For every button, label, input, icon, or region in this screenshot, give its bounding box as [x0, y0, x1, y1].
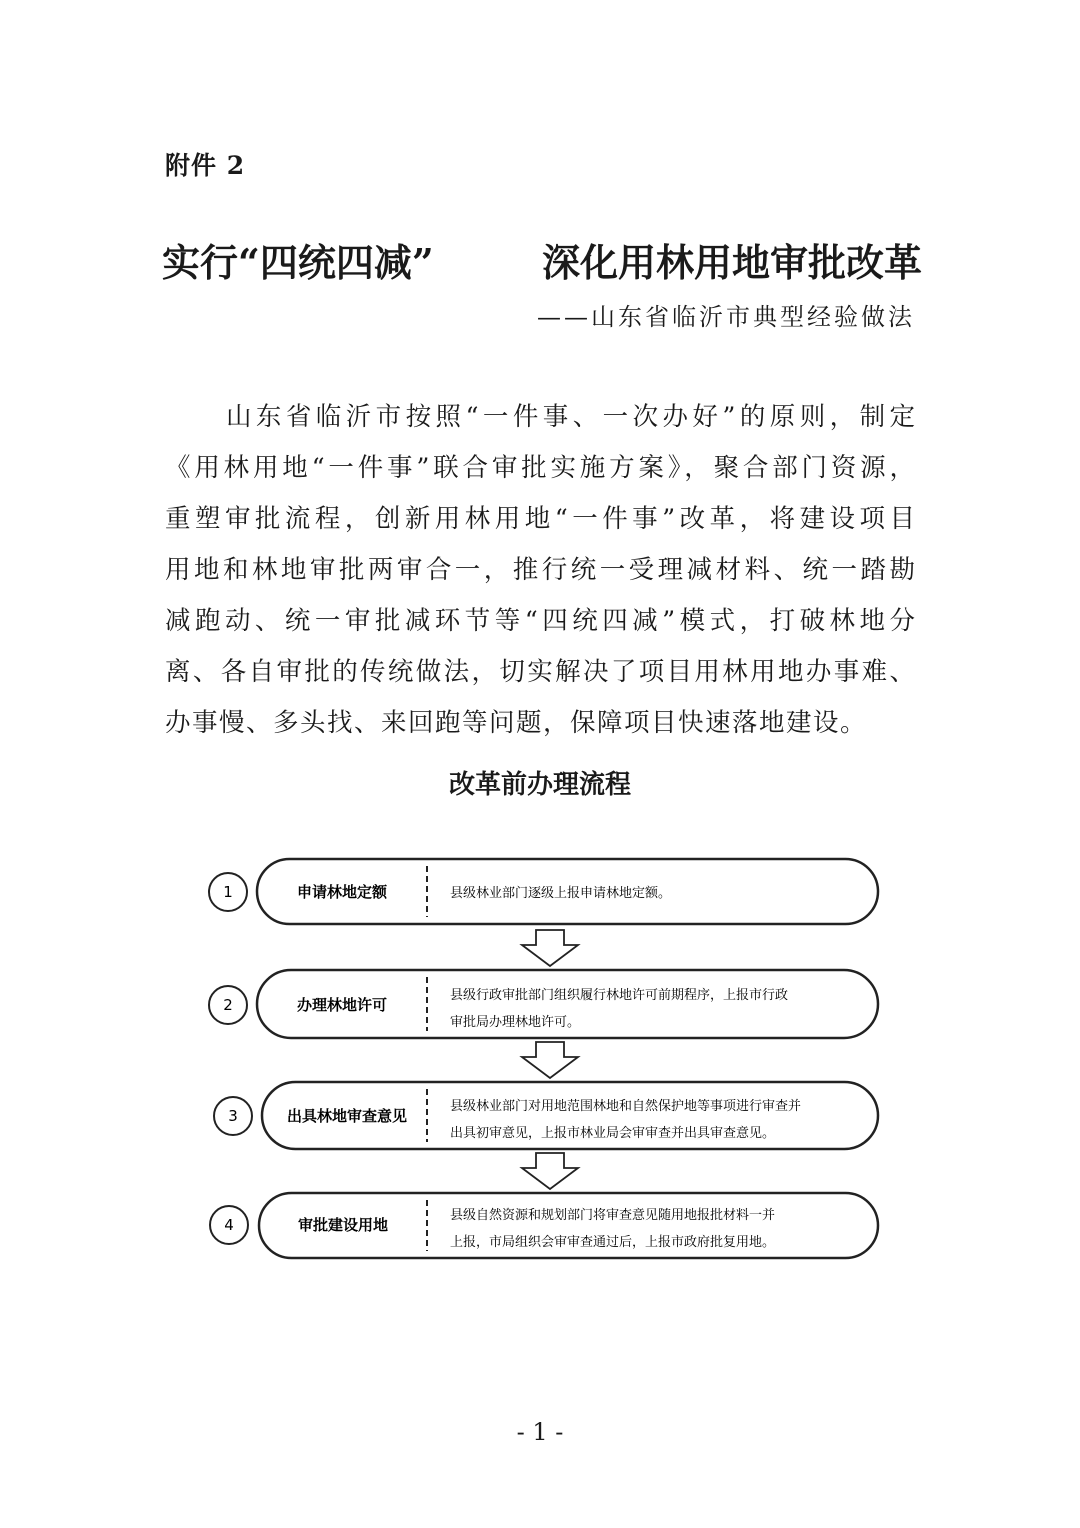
step-number: 1 — [223, 883, 233, 901]
step-label: 申请林地定额 — [296, 883, 388, 901]
step-description-line-2: 审批局办理林地许可。 — [450, 1015, 581, 1030]
body-line: 减跑动、统一审批减环节等“四统四减”模式，打破林地分 — [165, 606, 915, 636]
flow-step-4 — [210, 1193, 878, 1258]
down-arrow-icon — [522, 930, 578, 966]
step-label: 审批建设用地 — [297, 1216, 389, 1234]
page-number: - 1 - — [516, 1418, 564, 1446]
step-label: 办理林地许可 — [296, 996, 388, 1014]
body-line: 山东省临沂市按照“一件事、一次办好”的原则，制定 — [226, 402, 915, 432]
title-part-2: 深化用林用地审批改革 — [541, 240, 922, 285]
flow-step-2 — [209, 970, 878, 1038]
step-number: 3 — [228, 1107, 238, 1125]
step-description-line-2: 出具初审意见，上报市林业局会审审查并出具审查意见。 — [450, 1126, 776, 1141]
attachment-label: 附件 2 — [165, 151, 246, 180]
step-description: 县级林业部门逐级上报申请林地定额。 — [450, 886, 672, 901]
title-part-1: 实行“四统四减” — [162, 240, 434, 285]
flow-step-1 — [209, 859, 878, 924]
down-arrow-icon — [522, 1153, 578, 1189]
body-line: 重塑审批流程，创新用林用地“一件事”改革，将建设项目 — [165, 504, 915, 534]
body-line: 《用林用地“一件事”联合审批实施方案》，聚合部门资源， — [165, 453, 915, 483]
step-description-line-2: 上报，市局组织会审审查通过后，上报市政府批复用地。 — [450, 1235, 776, 1250]
flow-chart-title: 改革前办理流程 — [448, 770, 631, 800]
step-description-line-1: 县级行政审批部门组织履行林地许可前期程序，上报市行政 — [450, 988, 789, 1003]
step-description-line-1: 县级自然资源和规划部门将审查意见随用地报批材料一并 — [450, 1208, 776, 1223]
step-number: 4 — [224, 1216, 234, 1234]
step-number: 2 — [223, 996, 233, 1014]
body-line: 用地和林地审批两审合一，推行统一受理减材料、统一踏勘 — [165, 555, 915, 585]
body-line: 离、各自审批的传统做法，切实解决了项目用林用地办事难、 — [165, 657, 915, 687]
body-line: 办事慢、多头找、来回跑等问题，保障项目快速落地建设。 — [165, 708, 868, 738]
flow-step-3 — [214, 1082, 878, 1149]
document-subtitle: ——山东省临沂市典型经验做法 — [537, 303, 915, 331]
step-description-line-1: 县级林业部门对用地范围林地和自然保护地等事项进行审查并 — [450, 1099, 802, 1114]
step-label: 出具林地审查意见 — [286, 1107, 408, 1125]
down-arrow-icon — [522, 1042, 578, 1078]
